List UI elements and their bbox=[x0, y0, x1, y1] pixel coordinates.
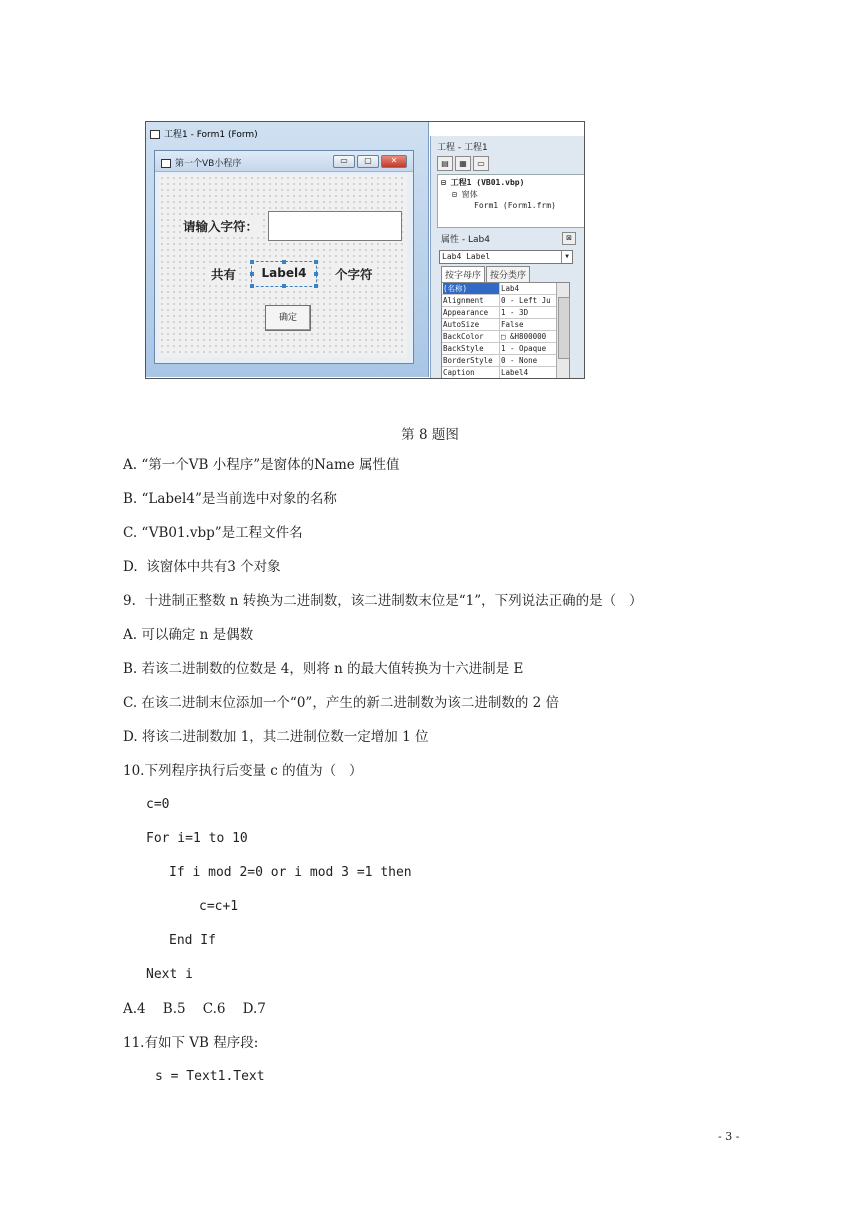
chevron-down-icon[interactable]: ▼ bbox=[561, 251, 572, 263]
property-name: BorderStyle bbox=[443, 355, 500, 366]
project-toolbar bbox=[437, 156, 503, 172]
chars-label: 个字符 bbox=[335, 267, 373, 282]
tree-item-project[interactable]: ⊟ 工程1 (VB01.vbp) bbox=[441, 178, 525, 187]
scrollbar-thumb[interactable] bbox=[558, 297, 570, 359]
property-value[interactable]: False bbox=[501, 320, 524, 329]
figure-caption: 第 8 题图 bbox=[401, 427, 459, 443]
code-line: End If bbox=[169, 933, 216, 948]
form1-caption bbox=[161, 156, 241, 169]
properties-grid bbox=[441, 282, 570, 379]
view-code-icon[interactable]: ▤ bbox=[437, 156, 453, 171]
option-8c: C. “VB01.vbp”是工程文件名 bbox=[123, 525, 303, 541]
resize-handle[interactable] bbox=[314, 272, 318, 276]
resize-handle[interactable] bbox=[314, 260, 318, 264]
project-panel-title: 工程 - 工程1 bbox=[437, 143, 488, 153]
project-tree bbox=[437, 174, 585, 228]
property-value[interactable]: Lab4 bbox=[501, 284, 520, 293]
resize-handle[interactable] bbox=[250, 284, 254, 288]
ide-side-panels bbox=[430, 136, 585, 378]
form1-window bbox=[154, 150, 414, 364]
prompt-label: 请输入字符： bbox=[183, 219, 259, 234]
code-line: s = Text1.Text bbox=[155, 1069, 265, 1084]
label4-control[interactable] bbox=[251, 261, 317, 287]
tree-item-form1[interactable]: Form1 (Form1.frm) bbox=[474, 201, 556, 210]
property-value[interactable]: □ &H800000 bbox=[501, 332, 547, 341]
ok-button[interactable]: 确定 bbox=[265, 305, 311, 331]
resize-handle[interactable] bbox=[314, 284, 318, 288]
property-row[interactable] bbox=[442, 283, 569, 295]
folder-icon[interactable]: ▭ bbox=[473, 156, 489, 171]
property-value[interactable]: 0 - Left Ju bbox=[501, 296, 551, 305]
property-row[interactable] bbox=[442, 355, 569, 367]
code-line: c=c+1 bbox=[199, 899, 239, 914]
property-name: BackStyle bbox=[443, 343, 500, 354]
page-number: - 3 - bbox=[718, 1130, 740, 1143]
form-icon bbox=[161, 159, 171, 168]
property-row[interactable] bbox=[442, 295, 569, 307]
property-name: Alignment bbox=[443, 295, 500, 306]
property-name: AutoSize bbox=[443, 319, 500, 330]
property-name: Caption bbox=[443, 367, 500, 378]
option-9c: C. 在该二进制末位添加一个“0”，产生的新二进制数为该二进制数的 2 倍 bbox=[123, 695, 559, 711]
resize-handle[interactable] bbox=[250, 272, 254, 276]
total-label: 共有 bbox=[211, 267, 237, 282]
property-row[interactable] bbox=[442, 319, 569, 331]
label4-caption: Label4 bbox=[261, 266, 307, 280]
option-8b: B. “Label4”是当前选中对象的名称 bbox=[123, 491, 337, 507]
form1-client-area bbox=[159, 175, 407, 357]
property-row[interactable] bbox=[442, 307, 569, 319]
options-10: A.4 B.5 C.6 D.7 bbox=[123, 1001, 266, 1017]
code-line: If i mod 2=0 or i mod 3 =1 then bbox=[169, 865, 412, 880]
code-line: For i=1 to 10 bbox=[146, 831, 248, 846]
property-value[interactable]: 0 - None bbox=[501, 356, 538, 365]
property-name: Appearance bbox=[443, 307, 500, 318]
question-10: 10.下列程序执行后变量 c 的值为（ ） bbox=[123, 763, 363, 779]
designer-title-text: 工程1 - Form1 (Form) bbox=[164, 130, 258, 140]
window-icon bbox=[150, 130, 160, 139]
code-line: c=0 bbox=[146, 797, 170, 812]
object-selector[interactable] bbox=[439, 250, 573, 264]
properties-scrollbar[interactable] bbox=[556, 283, 569, 379]
property-value[interactable]: 1 - 3D bbox=[501, 308, 529, 317]
vb-ide-figure bbox=[145, 121, 585, 379]
property-row[interactable] bbox=[442, 367, 569, 379]
properties-tabs bbox=[441, 266, 531, 282]
form-designer-window bbox=[146, 122, 429, 377]
view-object-icon[interactable]: ▦ bbox=[455, 156, 471, 171]
resize-handle[interactable] bbox=[282, 284, 286, 288]
tab-alphabetic[interactable]: 按字母序 bbox=[441, 266, 485, 282]
resize-handle[interactable] bbox=[282, 260, 286, 264]
property-value[interactable]: 1 - Opaque bbox=[501, 344, 547, 353]
form1-titlebar bbox=[155, 151, 413, 172]
resize-handle[interactable] bbox=[250, 260, 254, 264]
property-name: BackColor bbox=[443, 331, 500, 342]
tab-categorized[interactable]: 按分类序 bbox=[486, 266, 530, 282]
option-9b: B. 若该二进制数的位数是 4，则将 n 的最大值转换为十六进制是 E bbox=[123, 661, 524, 677]
property-row[interactable] bbox=[442, 331, 569, 343]
form1-caption-text: 第一个VB小程序 bbox=[175, 159, 242, 169]
option-9d: D. 将该二进制数加 1，其二进制位数一定增加 1 位 bbox=[123, 729, 429, 745]
question-11: 11.有如下 VB 程序段: bbox=[123, 1035, 259, 1051]
property-row[interactable] bbox=[442, 343, 569, 355]
minimize-button[interactable]: ▭ bbox=[333, 155, 355, 168]
maximize-button[interactable]: ▢ bbox=[357, 155, 379, 168]
properties-panel-title: 属性 - Lab4 bbox=[441, 235, 490, 245]
text-input[interactable] bbox=[268, 211, 402, 241]
property-value[interactable]: Label4 bbox=[501, 368, 529, 377]
option-8a: A. “第一个VB 小程序”是窗体的Name 属性值 bbox=[123, 457, 400, 473]
object-selector-value: Lab4 Label bbox=[442, 252, 491, 261]
option-9a: A. 可以确定 n 是偶数 bbox=[123, 627, 254, 643]
tree-item-forms[interactable]: ⊟ 窗体 bbox=[452, 190, 478, 199]
option-8d: D. 该窗体中共有3 个对象 bbox=[123, 559, 281, 575]
question-9: 9. 十进制正整数 n 转换为二进制数，该二进制数末位是“1”，下列说法正确的是（ ） bbox=[123, 593, 643, 609]
property-name: (名称) bbox=[443, 283, 500, 294]
code-line: Next i bbox=[146, 967, 193, 982]
designer-title bbox=[150, 127, 258, 140]
close-icon[interactable]: ⊠ bbox=[562, 232, 576, 245]
close-button[interactable]: ✕ bbox=[381, 155, 407, 168]
